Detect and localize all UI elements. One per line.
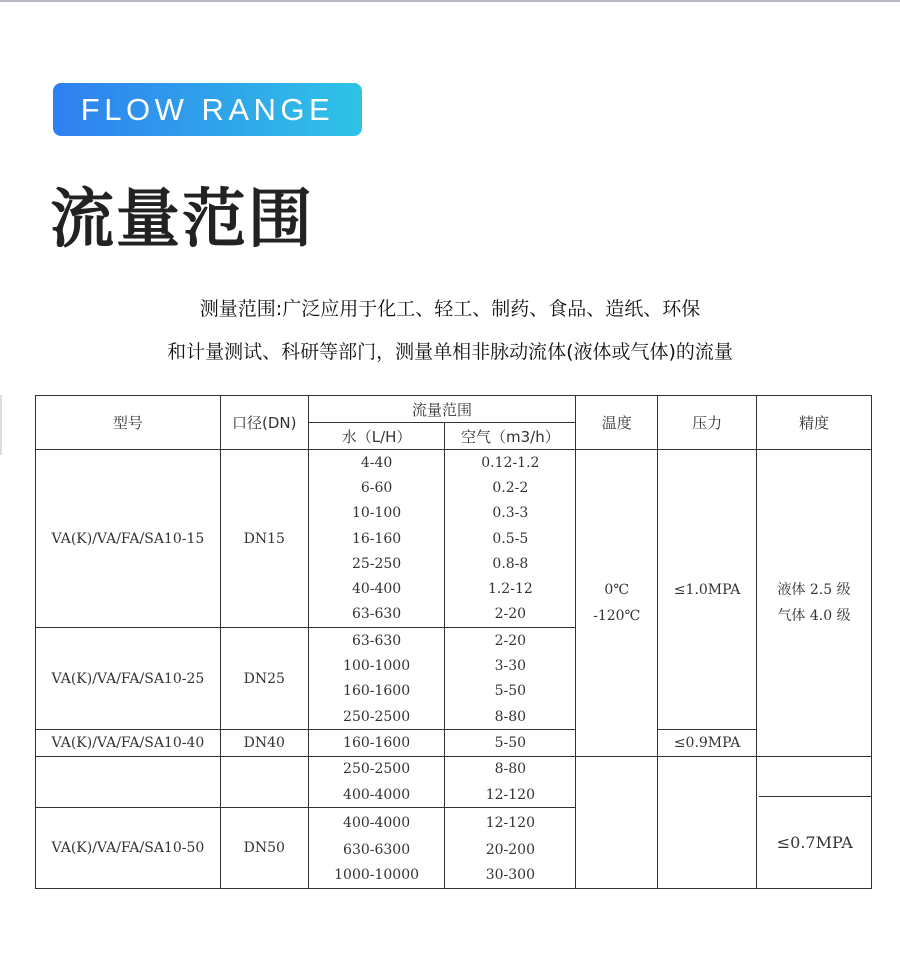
table-row (36, 450, 872, 476)
air-flow-cell: 5-50 (445, 679, 576, 704)
air-flow-cell: 12-120 (445, 808, 576, 837)
air-flow-cell: 2-20 (445, 628, 576, 654)
air-flow-cell: 2-20 (445, 602, 576, 628)
accuracy-line-2: 气体 4.0 级 (777, 607, 851, 624)
water-flow-cell: 63-630 (308, 628, 445, 654)
air-flow-cell: 8-80 (445, 704, 576, 730)
water-flow-cell: 63-630 (308, 602, 445, 628)
accuracy-lower-cell (757, 756, 872, 888)
model-cell: VA(K)/VA/FA/SA10-25 (36, 628, 221, 730)
air-flow-cell: 30-300 (445, 862, 576, 888)
table-row (36, 756, 872, 782)
description-line-1: 测量范围:广泛应用于化工、轻工、制药、食品、造纸、环保 (199, 298, 701, 320)
water-flow-cell: 1000-10000 (308, 862, 445, 888)
page-title: 流量范围 (50, 183, 314, 257)
model-cell: VA(K)/VA/FA/SA10-40 (36, 730, 221, 756)
accuracy-lower-box (759, 757, 871, 888)
temperature-line-1: 0℃ (604, 581, 629, 598)
diameter-cell (220, 756, 308, 808)
header-pressure: 压力 (658, 396, 757, 450)
header-accuracy: 精度 (757, 396, 872, 450)
water-flow-cell: 6-60 (308, 475, 445, 500)
description-line-2: 和计量测试、科研等部门，测量单相非脉动流体(液体或气体)的流量 (167, 341, 733, 363)
air-flow-cell: 0.2-2 (445, 475, 576, 500)
air-flow-cell: 0.5-5 (445, 526, 576, 551)
model-cell: VA(K)/VA/FA/SA10-15 (36, 450, 221, 628)
accuracy-line-1: 液体 2.5 级 (777, 581, 851, 598)
flow-range-table (35, 395, 872, 889)
diameter-cell: DN15 (220, 450, 308, 628)
diameter-cell: DN50 (220, 808, 308, 888)
pressure-empty-cell (658, 756, 757, 888)
top-divider (0, 0, 900, 2)
header-air: 空气（m3/h） (445, 423, 576, 450)
temperature-cell (576, 450, 658, 757)
left-edge-mark (0, 395, 2, 455)
water-flow-cell: 4-40 (308, 450, 445, 476)
water-flow-cell: 250-2500 (308, 704, 445, 730)
header-diameter: 口径(DN) (220, 396, 308, 450)
air-flow-cell: 0.8-8 (445, 551, 576, 576)
water-flow-cell: 400-4000 (308, 808, 445, 837)
diameter-cell: DN40 (220, 730, 308, 756)
pressure-cell: ≤0.9MPA (658, 730, 757, 756)
header-flow-range: 流量范围 (308, 396, 576, 423)
air-flow-cell: 0.12-1.2 (445, 450, 576, 476)
air-flow-cell: 20-200 (445, 837, 576, 862)
water-flow-cell: 250-2500 (308, 756, 445, 782)
water-flow-cell: 160-1600 (308, 679, 445, 704)
air-flow-cell: 8-80 (445, 756, 576, 782)
pressure-07-cell: ≤0.7MPA (759, 797, 871, 888)
air-flow-cell: 1.2-12 (445, 576, 576, 601)
water-flow-cell: 40-400 (308, 576, 445, 601)
air-flow-cell: 0.3-3 (445, 501, 576, 526)
temperature-empty-cell (576, 756, 658, 888)
model-cell: VA(K)/VA/FA/SA10-50 (36, 808, 221, 888)
header-model: 型号 (36, 396, 221, 450)
water-flow-cell: 10-100 (308, 501, 445, 526)
accuracy-cell (757, 450, 872, 757)
water-flow-cell: 630-6300 (308, 837, 445, 862)
water-flow-cell: 160-1600 (308, 730, 445, 756)
water-flow-cell: 400-4000 (308, 782, 445, 808)
empty-box (759, 757, 871, 797)
air-flow-cell: 5-50 (445, 730, 576, 756)
air-flow-cell: 3-30 (445, 653, 576, 678)
header-water: 水（L/H） (308, 423, 445, 450)
model-cell (36, 756, 221, 808)
water-flow-cell: 16-160 (308, 526, 445, 551)
water-flow-cell: 100-1000 (308, 653, 445, 678)
diameter-cell: DN25 (220, 628, 308, 730)
header-temperature: 温度 (576, 396, 658, 450)
pressure-cell: ≤1.0MPA (658, 450, 757, 730)
water-flow-cell: 25-250 (308, 551, 445, 576)
air-flow-cell: 12-120 (445, 782, 576, 808)
table-row (36, 730, 872, 756)
section-badge: FLOW RANGE (53, 83, 362, 136)
temperature-line-2: -120℃ (593, 607, 641, 624)
